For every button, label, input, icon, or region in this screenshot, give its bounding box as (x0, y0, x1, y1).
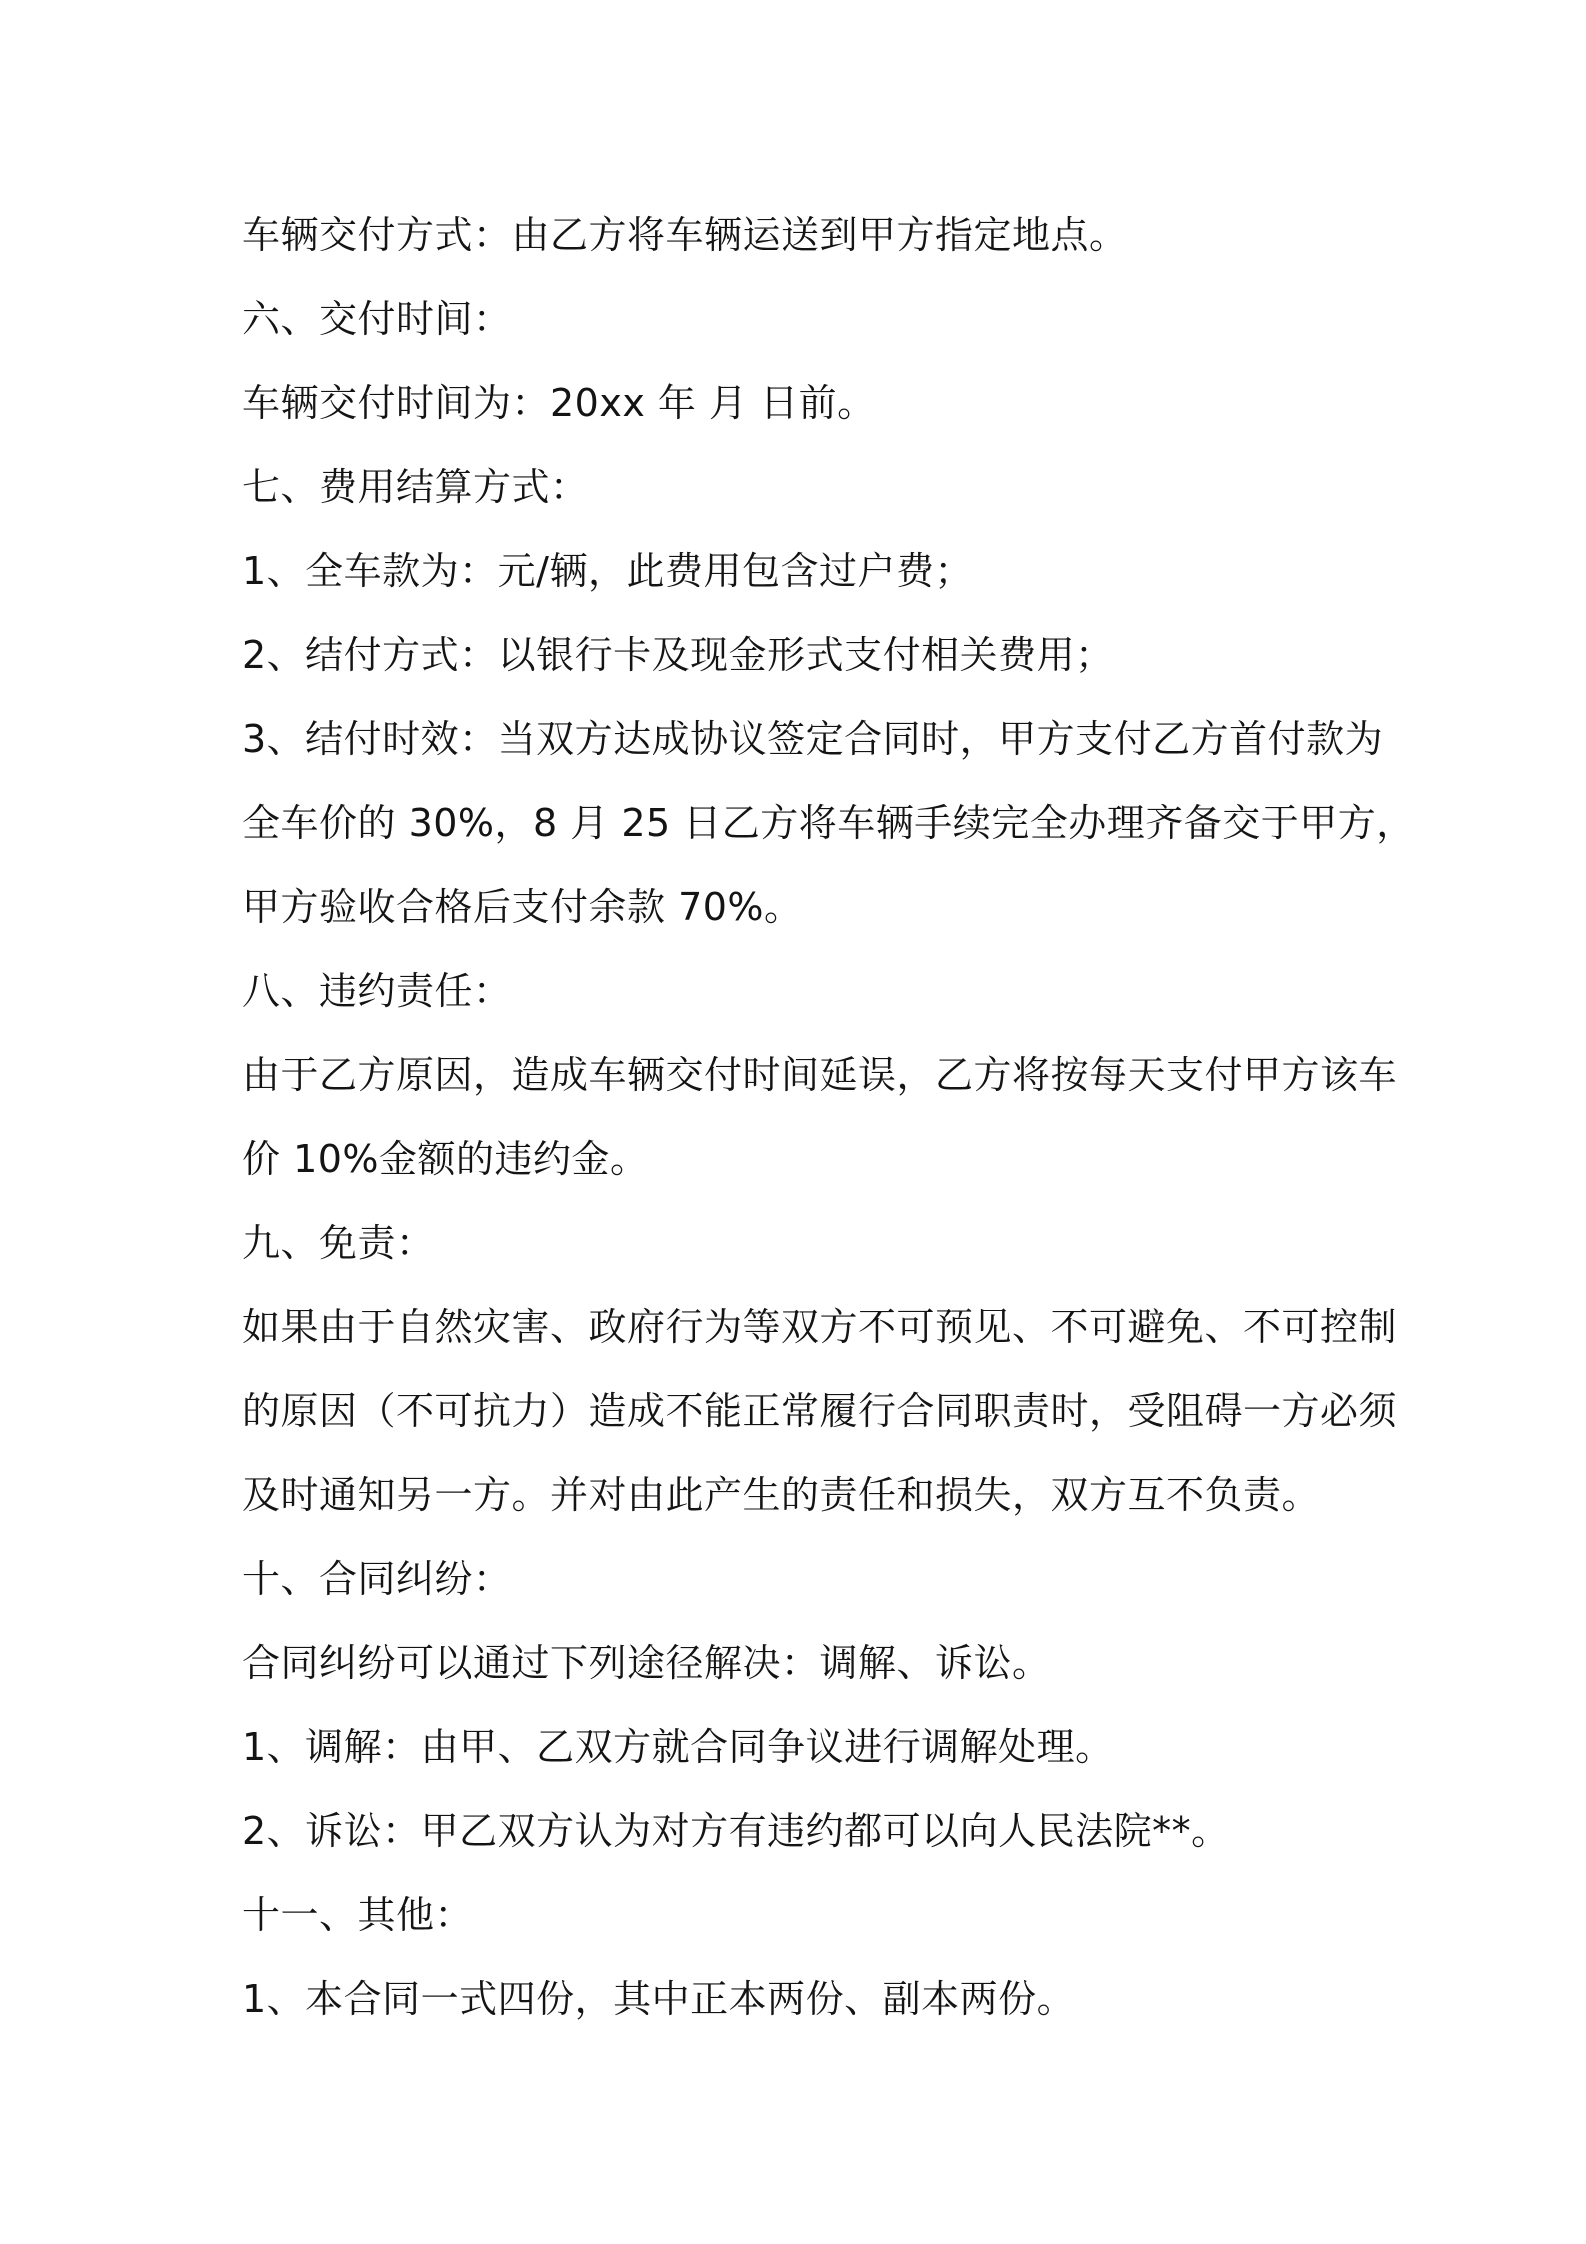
settlement-item-1: 1、全车款为：元/辆，此费用包含过户费； (242, 549, 973, 593)
liability-line-1: 由于乙方原因，造成车辆交付时间延误，乙方将按每天支付甲方该车 (242, 1053, 1398, 1097)
section-heading-settlement: 七、费用结算方式： (242, 465, 589, 509)
settlement-item-2: 2、结付方式：以银行卡及现金形式支付相关费用； (242, 633, 1114, 677)
settlement-item-3-line-2: 全车价的 30%，8 月 25 日乙方将车辆手续完全办理齐备交于甲方， (242, 801, 1415, 845)
disputes-item-2: 2、诉讼：甲乙双方认为对方有违约都可以向人民法院**。 (242, 1809, 1230, 1853)
delivery-time-line: 车辆交付时间为：20xx 年 月 日前。 (242, 381, 876, 425)
section-heading-liability: 八、违约责任： (242, 969, 512, 1013)
settlement-item-3-line-3: 甲方验收合格后支付余款 70%。 (242, 885, 803, 929)
disputes-intro: 合同纠纷可以通过下列途径解决：调解、诉讼。 (242, 1641, 1051, 1685)
other-item-1: 1、本合同一式四份，其中正本两份、副本两份。 (242, 1977, 1076, 2021)
disputes-item-1: 1、调解：由甲、乙双方就合同争议进行调解处理。 (242, 1725, 1114, 1769)
liability-line-2: 价 10%金额的违约金。 (242, 1137, 649, 1181)
settlement-item-3-line-1: 3、结付时效：当双方达成协议签定合同时，甲方支付乙方首付款为 (242, 717, 1384, 761)
section-heading-disputes: 十、合同纠纷： (242, 1557, 512, 1601)
exemption-line-2: 的原因（不可抗力）造成不能正常履行合同职责时，受阻碍一方必须 (242, 1389, 1398, 1433)
document-body (242, 193, 1415, 2041)
section-heading-other: 十一、其他： (242, 1893, 474, 1937)
exemption-line-1: 如果由于自然灾害、政府行为等双方不可预见、不可避免、不可控制 (242, 1305, 1398, 1349)
section-heading-delivery-time: 六、交付时间： (242, 297, 512, 341)
exemption-line-3: 及时通知另一方。并对由此产生的责任和损失，双方互不负责。 (242, 1473, 1321, 1517)
delivery-method-line: 车辆交付方式：由乙方将车辆运送到甲方指定地点。 (242, 213, 1128, 257)
section-heading-exemption: 九、免责： (242, 1221, 435, 1265)
